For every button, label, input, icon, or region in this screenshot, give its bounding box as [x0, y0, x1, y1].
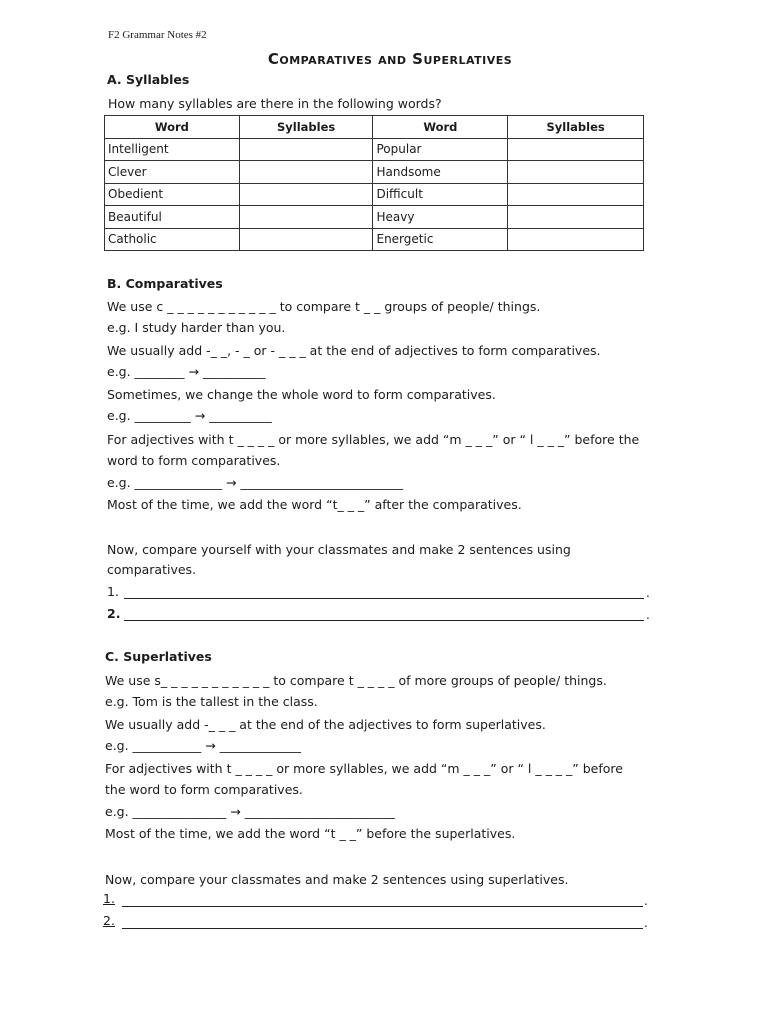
syllables-answer-cell[interactable] — [239, 206, 373, 229]
task-line: comparatives. — [107, 562, 197, 577]
word-cell: Beautiful — [105, 206, 240, 229]
text-line: e.g. Tom is the tallest in the class. — [105, 694, 318, 709]
table-header-cell: Word — [105, 116, 240, 139]
header-note: F2 Grammar Notes #2 — [108, 29, 207, 41]
section-c-heading: C. Superlatives — [105, 649, 212, 664]
text-line: Most of the time, we add the word “t_ _ _” after the comparatives. — [107, 497, 522, 512]
syllables-answer-cell[interactable] — [508, 183, 644, 206]
period: . — [646, 608, 650, 622]
text-line: Most of the time, we add the word “t _ _” before the superlatives. — [105, 826, 516, 841]
syllables-answer-cell[interactable] — [239, 138, 373, 161]
text-line: We usually add -_ _ _ at the end of the adjectives to form superlatives. — [105, 717, 546, 732]
answer-number: 2. — [103, 913, 115, 928]
table-header-cell: Word — [373, 116, 508, 139]
answer-line-1[interactable] — [122, 906, 643, 907]
table-row — [105, 228, 644, 251]
section-b-heading: B. Comparatives — [107, 276, 223, 291]
word-cell: Intelligent — [105, 138, 240, 161]
period: . — [646, 586, 650, 600]
syllables-answer-cell[interactable] — [508, 206, 644, 229]
text-line: For adjectives with t _ _ _ _ or more syllables, we add “m _ _ _” or “ l _ _ _” before the — [107, 432, 640, 447]
text-line: Sometimes, we change the whole word to form comparatives. — [107, 387, 496, 402]
syllables-answer-cell[interactable] — [508, 161, 644, 184]
task-line: Now, compare yourself with your classmates and make 2 sentences using — [107, 542, 571, 557]
task-line: Now, compare your classmates and make 2 sentences using superlatives. — [105, 872, 569, 887]
table-header-row — [105, 116, 644, 139]
section-a-heading: A. Syllables — [107, 72, 190, 87]
word-cell: Catholic — [105, 228, 240, 251]
syllables-table — [104, 115, 644, 251]
text-line: e.g. _________ → __________ — [107, 408, 272, 423]
syllables-answer-cell[interactable] — [508, 138, 644, 161]
answer-line-2[interactable] — [122, 928, 643, 929]
text-line: For adjectives with t _ _ _ _ or more syllables, we add “m _ _ _” or “ l _ _ _ _” before — [105, 761, 623, 776]
text-line: word to form comparatives. — [107, 453, 281, 468]
word-cell: Handsome — [373, 161, 508, 184]
text-line: e.g. ______________ → __________________________ — [107, 475, 403, 490]
text-line: e.g. ________ → __________ — [107, 364, 266, 379]
table-row — [105, 206, 644, 229]
word-cell: Heavy — [373, 206, 508, 229]
word-cell: Energetic — [373, 228, 508, 251]
syllables-answer-cell[interactable] — [508, 228, 644, 251]
text-line: e.g. I study harder than you. — [107, 320, 286, 335]
text-line: e.g. _______________ → ________________________ — [105, 804, 395, 819]
text-line: the word to form comparatives. — [105, 782, 303, 797]
period: . — [644, 894, 648, 908]
table-row — [105, 161, 644, 184]
word-cell: Difficult — [373, 183, 508, 206]
answer-number: 2. — [107, 606, 121, 621]
word-cell: Obedient — [105, 183, 240, 206]
table-row — [105, 138, 644, 161]
page-title: Comparatives and Superlatives — [267, 50, 513, 68]
word-cell: Clever — [105, 161, 240, 184]
text-line: e.g. ___________ → _____________ — [105, 738, 301, 753]
answer-number: 1. — [103, 891, 115, 906]
answer-number: 1. — [107, 584, 119, 599]
answer-line-1[interactable] — [124, 598, 644, 599]
table-row — [105, 183, 644, 206]
text-line: We use c _ _ _ _ _ _ _ _ _ _ _ to compare t _ _ groups of people/ things. — [107, 299, 541, 314]
syllables-answer-cell[interactable] — [239, 183, 373, 206]
period: . — [644, 916, 648, 930]
table-header-cell: Syllables — [239, 116, 373, 139]
syllables-answer-cell[interactable] — [239, 228, 373, 251]
syllables-answer-cell[interactable] — [239, 161, 373, 184]
text-line: We use s_ _ _ _ _ _ _ _ _ _ _ to compare t _ _ _ _ of more groups of people/ things. — [105, 673, 607, 688]
section-a-question: How many syllables are there in the following words? — [108, 96, 442, 111]
answer-line-2[interactable] — [124, 620, 644, 621]
table-header-cell: Syllables — [508, 116, 644, 139]
word-cell: Popular — [373, 138, 508, 161]
text-line: We usually add -_ _, - _ or - _ _ _ at the end of adjectives to form comparatives. — [107, 343, 601, 358]
